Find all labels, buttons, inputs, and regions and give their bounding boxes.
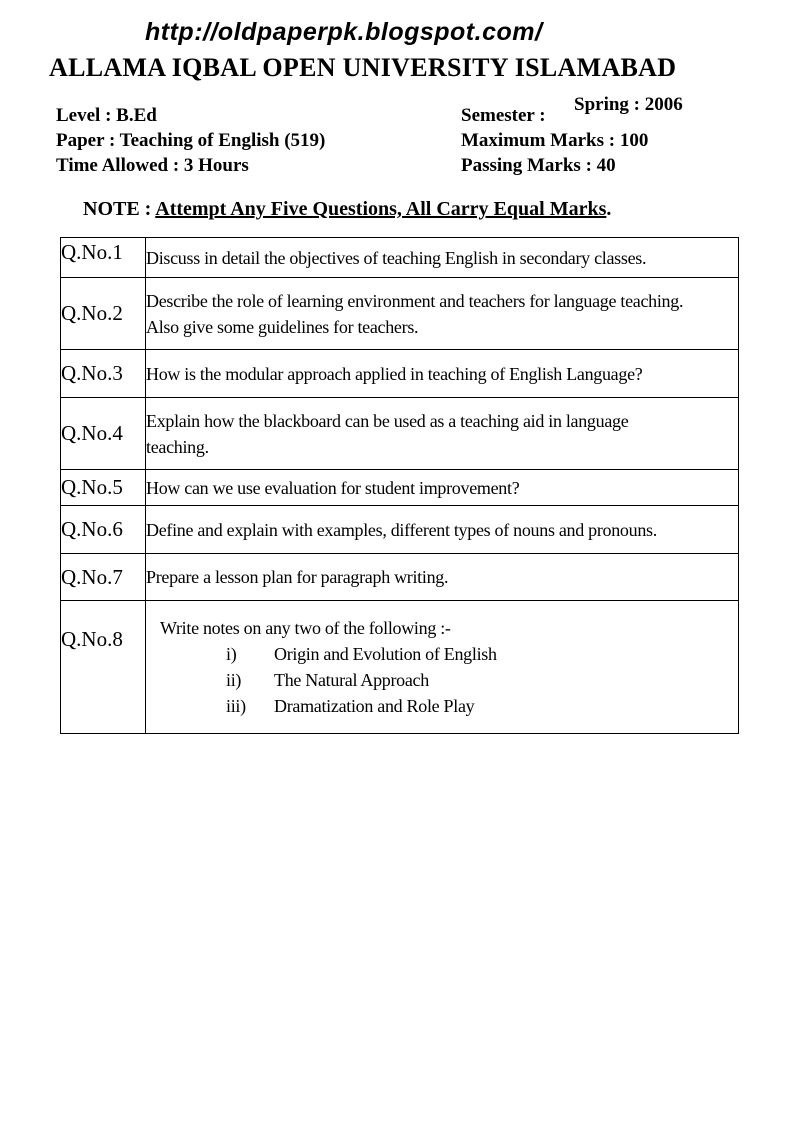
note: [83, 198, 611, 221]
table-row: [61, 506, 739, 554]
question-text: How can we use evaluation for student improvement?: [146, 470, 739, 506]
list-marker: iii): [226, 696, 246, 716]
note-instruction: Attempt Any Five Questions, All Carry Equal Marks: [155, 198, 607, 220]
university-title: ALLAMA IQBAL OPEN UNIVERSITY ISLAMABAD: [49, 53, 677, 82]
list-item: [160, 667, 738, 693]
note-label: NOTE :: [83, 198, 152, 220]
questions-table: [60, 237, 739, 734]
table-row: [61, 238, 739, 278]
maximum-marks: Maximum Marks : 100: [461, 130, 649, 151]
question-number: Q.No.8: [61, 601, 146, 734]
table-row: [61, 601, 739, 734]
semester-label: Semester :: [461, 105, 546, 126]
note-end: .: [606, 198, 612, 220]
time-allowed: Time Allowed : 3 Hours: [56, 155, 249, 176]
table-row: [61, 278, 739, 350]
paper: Paper : Teaching of English (519): [56, 130, 326, 151]
question-number: Q.No.6: [61, 506, 146, 554]
question-text: [146, 278, 739, 350]
passing-marks: Passing Marks : 40: [461, 155, 616, 176]
table-row: [61, 554, 739, 601]
question-number: Q.No.4: [61, 398, 146, 470]
question-text: [146, 601, 739, 734]
table-row: [61, 470, 739, 506]
list-item-text: Origin and Evolution of English: [274, 644, 497, 664]
list-item-text: Dramatization and Role Play: [274, 696, 475, 716]
question-number: Q.No.7: [61, 554, 146, 601]
list-marker: ii): [226, 670, 242, 690]
question-text: Discuss in detail the objectives of teaching English in secondary classes.: [146, 238, 739, 278]
sub-question-list: [160, 641, 738, 719]
list-item: [160, 641, 738, 667]
list-item-text: The Natural Approach: [274, 670, 429, 690]
question-line: Write notes on any two of the following :-: [160, 618, 451, 638]
question-line: Also give some guidelines for teachers.: [146, 316, 419, 337]
question-text: Define and explain with examples, different types of nouns and pronouns.: [146, 506, 739, 554]
question-text: Prepare a lesson plan for paragraph writing.: [146, 554, 739, 601]
question-text: [146, 398, 739, 470]
question-number: Q.No.1: [61, 238, 146, 278]
semester-value: Spring : 2006: [574, 94, 683, 115]
list-marker: i): [226, 644, 237, 664]
site-url: http://oldpaperpk.blogspot.com/: [145, 18, 543, 46]
paper-meta-left: [56, 103, 325, 178]
question-number: Q.No.2: [61, 278, 146, 350]
question-number: Q.No.5: [61, 470, 146, 506]
question-line: teaching.: [146, 436, 209, 457]
question-text: How is the modular approach applied in teaching of English Language?: [146, 350, 739, 398]
table-row: [61, 398, 739, 470]
question-line: Describe the role of learning environment and teachers for language teaching.: [146, 290, 684, 311]
level: Level : B.Ed: [56, 105, 157, 126]
list-item: [160, 693, 738, 719]
question-line: Explain how the blackboard can be used as a teaching aid in language: [146, 410, 629, 431]
table-row: [61, 350, 739, 398]
question-number: Q.No.3: [61, 350, 146, 398]
